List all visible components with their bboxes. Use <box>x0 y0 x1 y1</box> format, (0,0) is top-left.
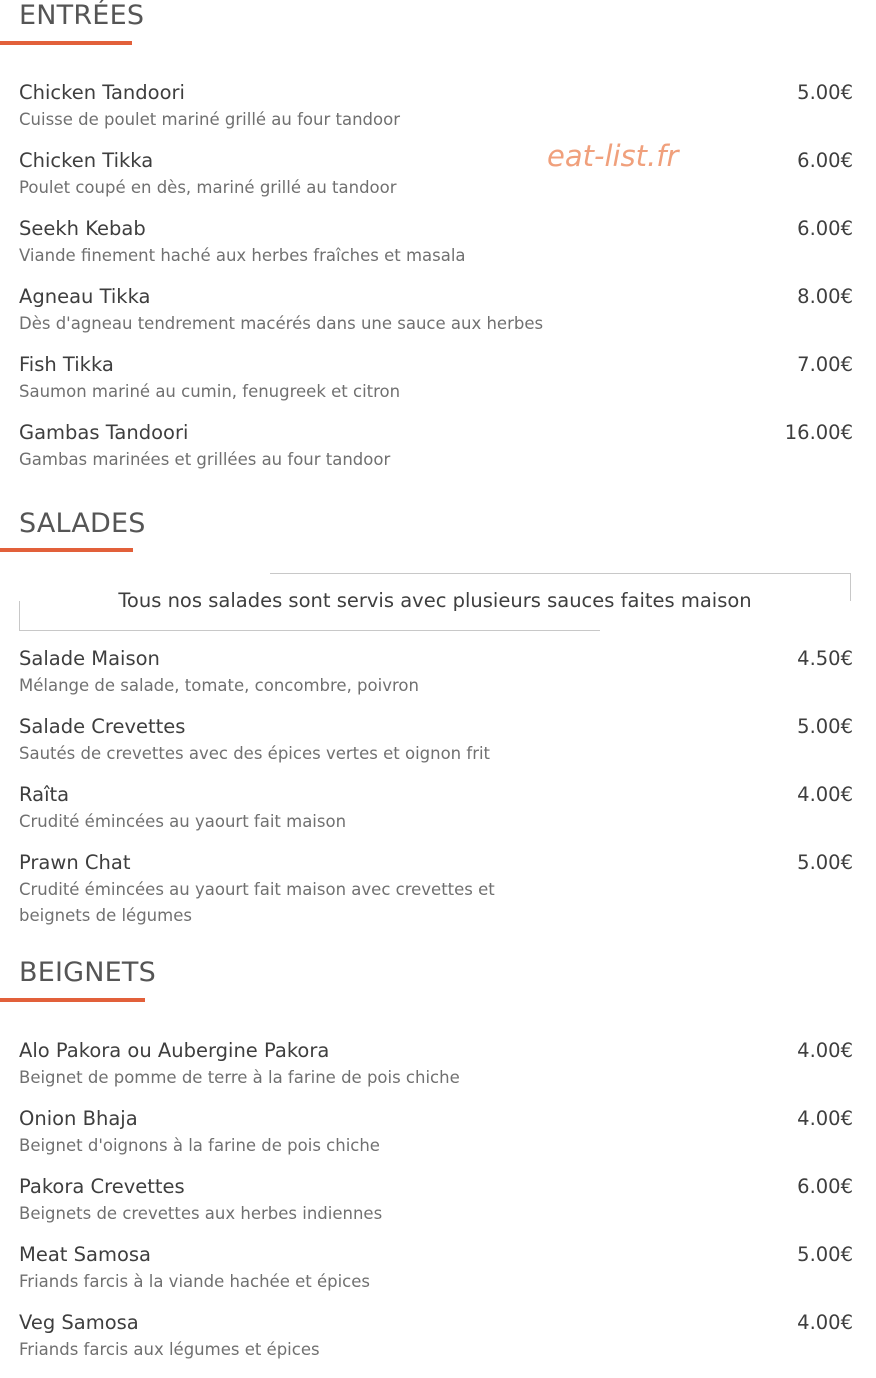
item-price: 5.00€ <box>797 1243 853 1266</box>
item-price: 4.00€ <box>797 783 853 806</box>
section-title-beignets: BEIGNETS <box>19 957 156 988</box>
item-price: 8.00€ <box>797 285 853 308</box>
item-price: 6.00€ <box>797 217 853 240</box>
item-name: Fish Tikka <box>19 353 114 376</box>
item-price: 4.50€ <box>797 647 853 670</box>
menu-item <box>19 647 853 699</box>
item-name: Seekh Kebab <box>19 217 146 240</box>
item-name: Meat Samosa <box>19 1243 151 1266</box>
item-description: Friands farcis à la viande hachée et épices <box>19 1272 371 1291</box>
item-price: 6.00€ <box>797 149 853 172</box>
item-name: Chicken Tandoori <box>19 81 185 104</box>
item-description: Poulet coupé en dès, mariné grillé au tandoor <box>19 178 397 197</box>
item-name: Gambas Tandoori <box>19 421 189 444</box>
item-name: Salade Crevettes <box>19 715 186 738</box>
item-description: Cuisse de poulet mariné grillé au four tandoor <box>19 110 400 129</box>
menu-item <box>19 1175 853 1227</box>
section-underline <box>0 998 145 1002</box>
item-name: Salade Maison <box>19 647 160 670</box>
item-price: 5.00€ <box>797 715 853 738</box>
menu-item <box>19 353 853 405</box>
salad-note: Tous nos salades sont servis avec plusieurs sauces faites maison <box>118 589 752 612</box>
item-name: Veg Samosa <box>19 1311 139 1334</box>
item-description: Friands farcis aux légumes et épices <box>19 1340 320 1359</box>
item-price: 4.00€ <box>797 1039 853 1062</box>
item-description: Beignets de crevettes aux herbes indiennes <box>19 1204 383 1223</box>
menu-item <box>19 1039 853 1091</box>
item-name: Agneau Tikka <box>19 285 151 308</box>
menu-item <box>19 421 853 473</box>
menu-item <box>19 149 853 201</box>
salad-note-box <box>19 573 851 631</box>
item-description: beignets de légumes <box>19 906 192 925</box>
item-description: Mélange de salade, tomate, concombre, poivron <box>19 676 419 695</box>
item-name: Chicken Tikka <box>19 149 154 172</box>
section-underline <box>0 548 133 552</box>
section-underline <box>0 41 132 45</box>
item-description: Dès d'agneau tendrement macérés dans une sauce aux herbes <box>19 314 544 333</box>
item-description: Gambas marinées et grillées au four tandoor <box>19 450 391 469</box>
item-description: Crudité émincées au yaourt fait maison avec crevettes et <box>19 880 495 899</box>
menu-item <box>19 783 853 835</box>
watermark: eat-list.fr <box>547 139 679 173</box>
menu-item <box>19 851 853 929</box>
item-price: 16.00€ <box>784 421 853 444</box>
note-border-top <box>270 573 851 574</box>
item-price: 7.00€ <box>797 353 853 376</box>
item-description: Saumon mariné au cumin, fenugreek et citron <box>19 382 401 401</box>
item-name: Pakora Crevettes <box>19 1175 185 1198</box>
item-name: Raîta <box>19 783 70 806</box>
item-description: Beignet de pomme de terre à la farine de pois chiche <box>19 1068 460 1087</box>
item-description: Sautés de crevettes avec des épices vertes et oignon frit <box>19 744 491 763</box>
menu-item <box>19 1243 853 1295</box>
menu-item <box>19 285 853 337</box>
item-name: Prawn Chat <box>19 851 131 874</box>
item-price: 6.00€ <box>797 1175 853 1198</box>
item-description: Crudité émincées au yaourt fait maison <box>19 812 347 831</box>
item-price: 5.00€ <box>797 81 853 104</box>
section-title-entrees: ENTRÉES <box>19 0 145 31</box>
item-description: Beignet d'oignons à la farine de pois chiche <box>19 1136 380 1155</box>
item-price: 4.00€ <box>797 1311 853 1334</box>
item-name: Onion Bhaja <box>19 1107 138 1130</box>
section-title-salades: SALADES <box>19 508 146 539</box>
item-price: 5.00€ <box>797 851 853 874</box>
menu-item <box>19 217 853 269</box>
item-price: 4.00€ <box>797 1107 853 1130</box>
item-description: Viande finement haché aux herbes fraîches et masala <box>19 246 466 265</box>
item-name: Alo Pakora ou Aubergine Pakora <box>19 1039 330 1062</box>
menu-item <box>19 81 853 133</box>
menu-item <box>19 715 853 767</box>
menu-item <box>19 1107 853 1159</box>
menu-item <box>19 1311 853 1363</box>
note-border-bottom <box>19 630 600 631</box>
